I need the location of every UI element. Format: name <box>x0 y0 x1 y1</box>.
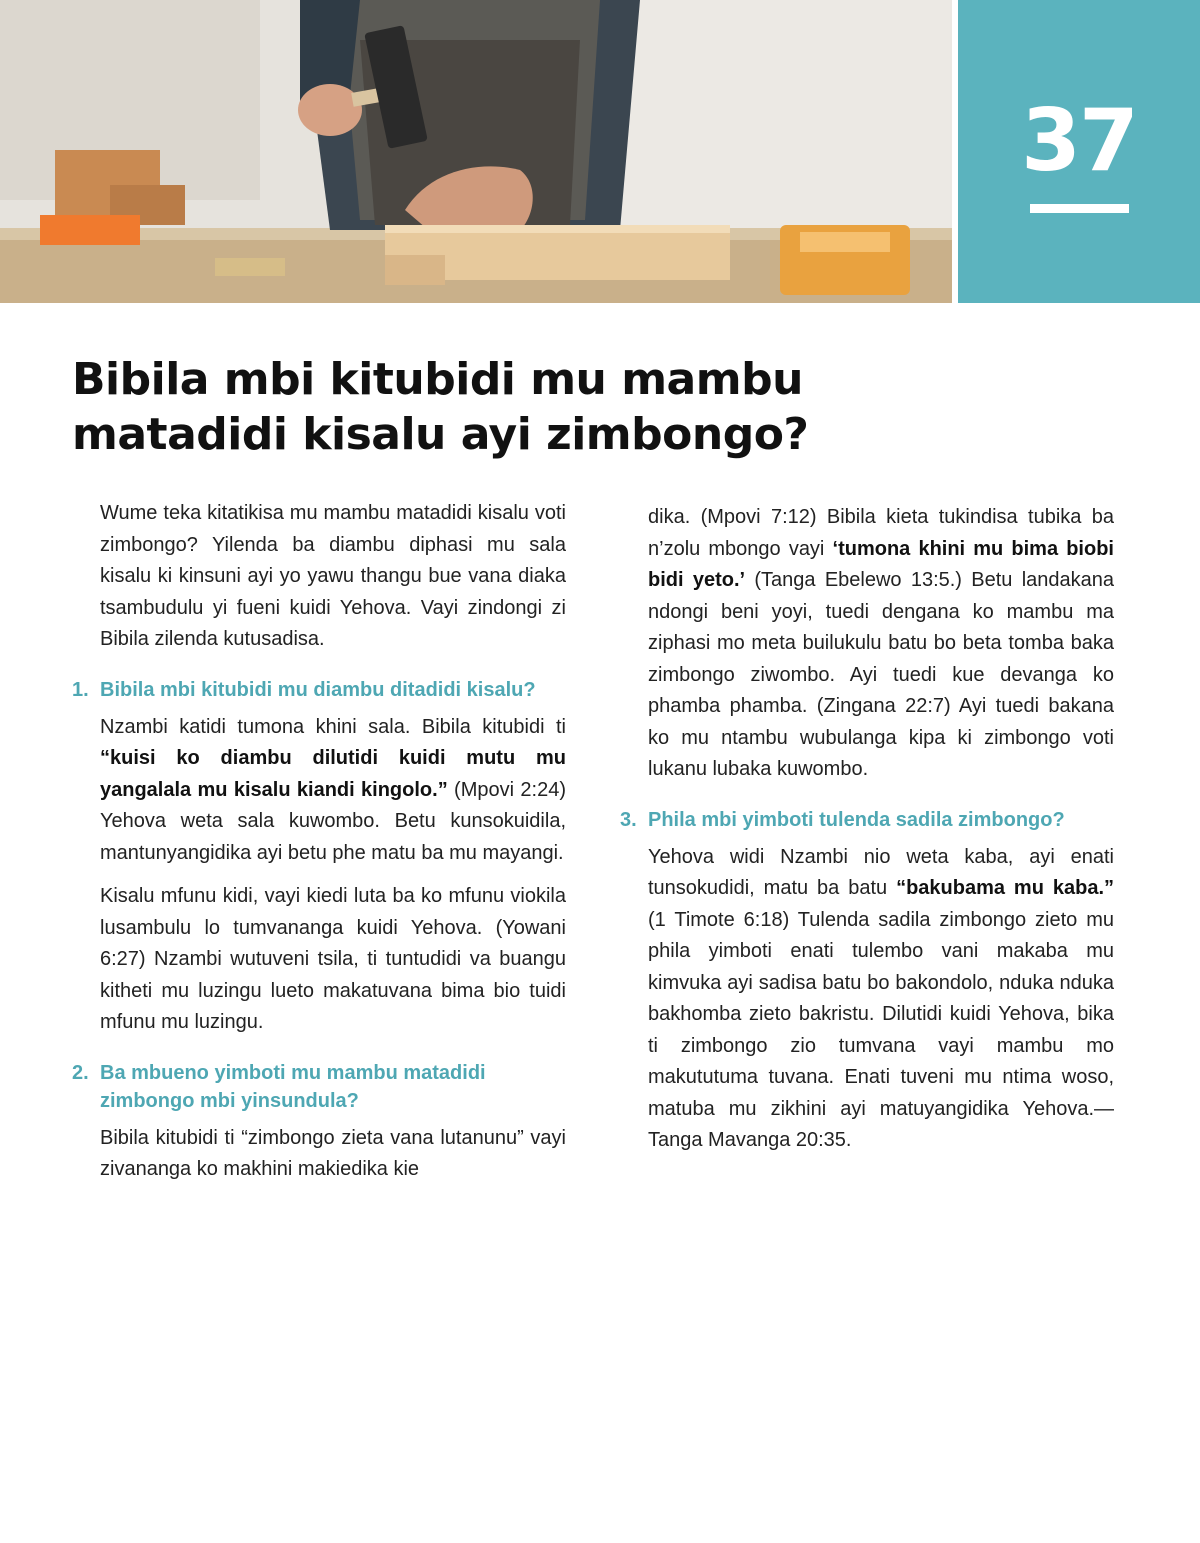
section-3-heading <box>620 806 1114 834</box>
lesson-number-box <box>958 0 1200 303</box>
section-2-quote: ‘tumona khini mu bima biobi bidi yeto.’ <box>648 537 1114 591</box>
carpenter-illustration <box>0 0 952 303</box>
section-1-paragraph-2: Kisalu mfunu kidi, vayi kiedi luta ba ko mfunu viokila lusambulu lo tumvananga kuidi Yehova. (Yowani 6:27) Nzambi wutuveni tsila, ti tuntudidi va buangu kitheti mu luzingu lueto makatuvana bima bio tuidi mfunu mu luzingu. <box>100 885 566 1033</box>
section-1-number: 1. <box>72 678 89 701</box>
section-1-quote: “kuisi ko diambu dilutidi kuidi mutu mu yangalala mu kisalu kiandi kingolo.” <box>100 747 566 801</box>
section-3-heading-text: Phila mbi yimboti tulenda sadila zimbongo? <box>648 808 1065 831</box>
section-3-number: 3. <box>620 808 637 831</box>
lesson-number-underline <box>1030 204 1129 213</box>
section-2-text-b: (Tanga Ebelewo 13:5.) Betu landakana ndongi beni yoyi, tuedi dengana ko mambu ma ziphasi mo meta builukulu batu bo beta tomba baka zimbongo ziwombo. Ayi tuedi kue devanga ko phamba phamba. (Zingana 22:7) Ayi tuedi bakana ko mu ntambu wubulanga kipa ki zimbongo voti lukanu lubaka kuwombo. <box>648 569 1114 780</box>
section-2-paragraph-continued <box>620 502 1114 786</box>
section-1-heading-text: Bibila mbi kitubidi mu diambu ditadidi kisalu? <box>100 678 536 701</box>
section-2-number: 2. <box>72 1061 89 1084</box>
hero-photo <box>0 0 952 303</box>
lesson-number: 37 <box>1021 91 1137 191</box>
section-1-paragraph-1 <box>72 712 566 870</box>
right-column <box>620 502 1114 1169</box>
intro-paragraph: Wume teka kitatikisa mu mambu matadidi kisalu voti zimbongo? Yilenda ba diambu diphasi mu sala kisalu ki kinsuni ayi yo yawu thangu bue vana diaka tsambudulu yi fueni kuidi Yehova. Vayi zindongi zi Bibila zilenda kutusadisa. <box>100 502 566 650</box>
section-3-paragraph-1 <box>620 842 1114 1157</box>
section-3-text-b: (1 Timote 6:18) Tulenda sadila zimbongo zieto mu phila yimboti enati tulembo vani makaba mu kimvuka ayi sadisa batu bo bakondolo, nduka nduka bakhomba zieto bakristu. Dilutidi kuidi Yehova, bika ti zimbongo zio tumvana vayi mambu mo makututuma tuvana. Enati tuveni mu ntima woso, matuba mu zikhini ayi matuyangidika Yehova.—Tanga Mavanga 20:35. <box>648 908 1114 1151</box>
section-3-text-a: Yehova widi Nzambi nio weta kaba, ayi enati tunsokudidi, matu ba batu <box>648 845 1114 899</box>
left-column <box>72 498 566 1186</box>
section-2-heading-text: Ba mbueno yimboti mu mambu matadidi zimbongo mbi yinsundula? <box>100 1061 486 1112</box>
section-2-text-a: Bibila kitubidi ti “zimbongo zieta vana lutanunu” vayi zivananga ko makhini makiedika kie <box>100 1126 566 1180</box>
section-2-text-a-continued: dika. (Mpovi 7:12) Bibila kieta tukindisa tubika ba n’zolu mbongo vayi <box>648 506 1114 560</box>
section-1-text-b: (Mpovi 2:24) Yehova weta sala kuwombo. Betu kunsokuidila, mantunyangidika ayi betu phe matu ba mu mayangi. <box>100 778 566 864</box>
section-3-quote: “bakubama mu kaba.” <box>896 877 1114 899</box>
section-1-text-a: Nzambi katidi tumona khini sala. Bibila kitubidi ti <box>100 715 566 738</box>
section-2-heading <box>72 1059 566 1115</box>
page-title: Bibila mbi kitubidi mu mambu matadidi kisalu ayi zimbongo? <box>72 354 809 460</box>
section-1-heading <box>72 676 566 704</box>
section-2-paragraph-1 <box>72 1123 566 1186</box>
